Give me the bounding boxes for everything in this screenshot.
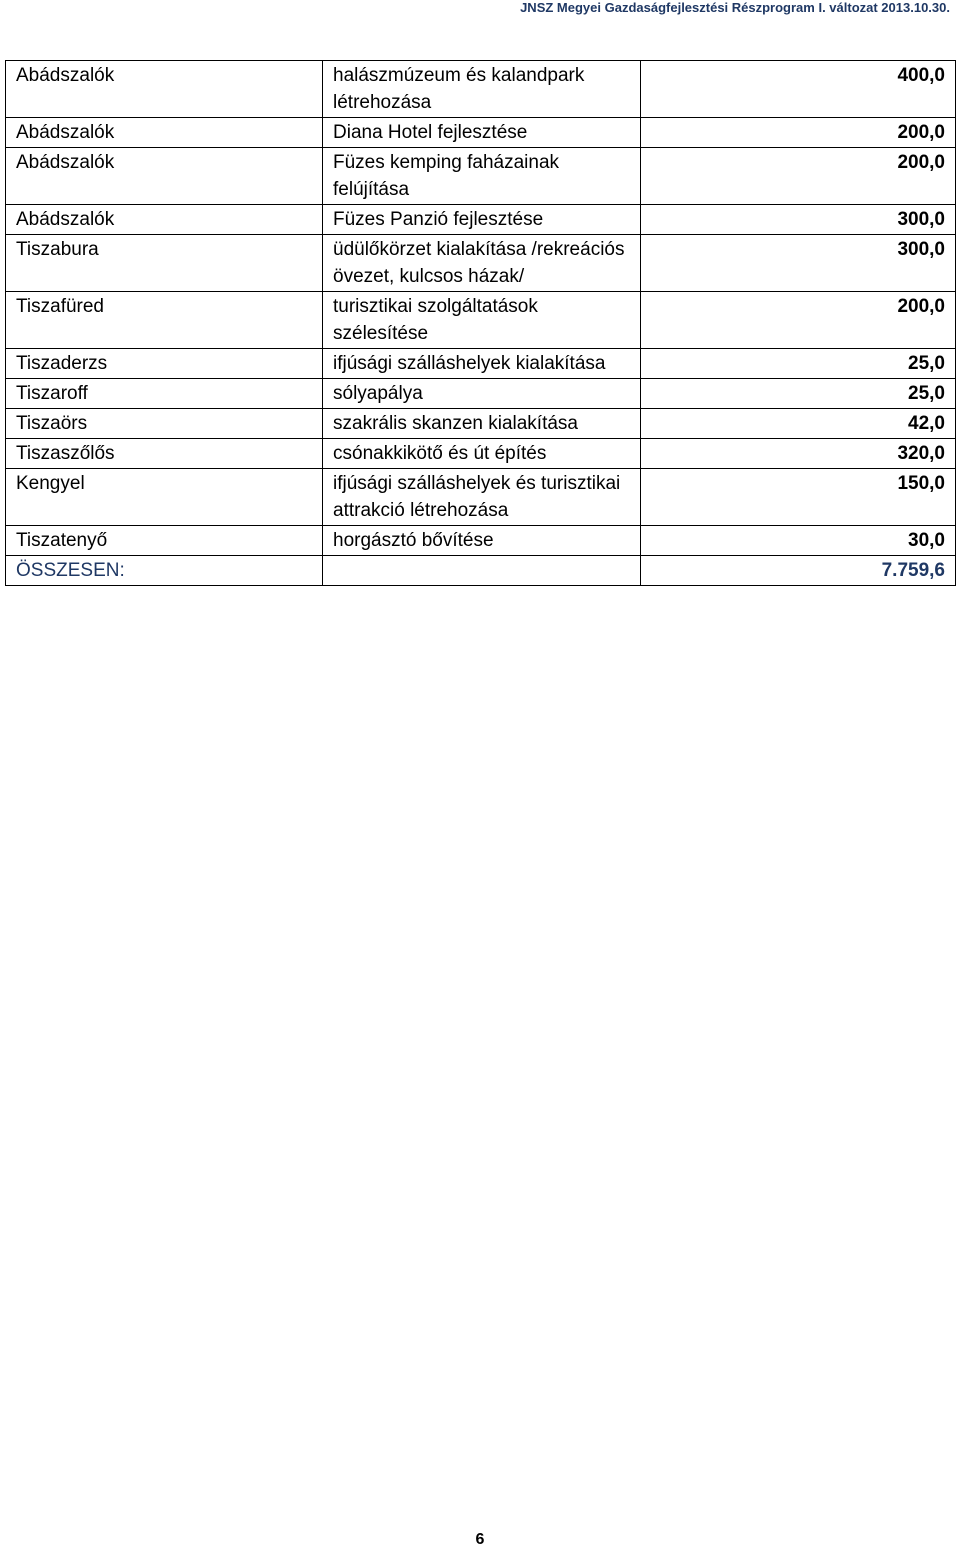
amount-cell: 400,0	[641, 61, 956, 118]
table-row	[6, 205, 956, 235]
page-number: 6	[475, 1531, 485, 1548]
place-cell: Tiszaderzs	[6, 349, 323, 379]
table-row	[6, 148, 956, 205]
project-cell: horgásztó bővítése	[323, 526, 641, 556]
total-project-cell	[323, 556, 641, 586]
project-cell: turisztikai szolgáltatások szélesítése	[323, 292, 641, 349]
project-cell: ifjúsági szálláshelyek és turisztikai attrakció létrehozása	[323, 469, 641, 526]
project-cell: sólyapálya	[323, 379, 641, 409]
place-cell: Tiszafüred	[6, 292, 323, 349]
project-cell: ifjúsági szálláshelyek kialakítása	[323, 349, 641, 379]
table-row	[6, 409, 956, 439]
page-header: JNSZ Megyei Gazdaságfejlesztési Részprogram I. változat 2013.10.30.	[520, 0, 950, 15]
project-cell: szakrális skanzen kialakítása	[323, 409, 641, 439]
amount-cell: 25,0	[641, 379, 956, 409]
place-cell: Tiszaroff	[6, 379, 323, 409]
amount-cell: 200,0	[641, 292, 956, 349]
place-cell: Abádszalók	[6, 148, 323, 205]
amount-cell: 300,0	[641, 235, 956, 292]
project-cell: Füzes Panzió fejlesztése	[323, 205, 641, 235]
place-cell: Abádszalók	[6, 118, 323, 148]
place-cell: Abádszalók	[6, 205, 323, 235]
place-cell: Tiszaszőlős	[6, 439, 323, 469]
place-cell: Tiszatenyő	[6, 526, 323, 556]
place-cell: Abádszalók	[6, 61, 323, 118]
place-cell: Tiszabura	[6, 235, 323, 292]
table-row	[6, 349, 956, 379]
amount-cell: 25,0	[641, 349, 956, 379]
table-row	[6, 379, 956, 409]
data-table	[5, 60, 956, 586]
project-cell: Diana Hotel fejlesztése	[323, 118, 641, 148]
project-cell: csónakkikötő és út építés	[323, 439, 641, 469]
project-cell: üdülőkörzet kialakítása /rekreációs övezet, kulcsos házak/	[323, 235, 641, 292]
total-label: ÖSSZESEN:	[6, 556, 323, 586]
project-cell: halászmúzeum és kalandpark létrehozása	[323, 61, 641, 118]
amount-cell: 150,0	[641, 469, 956, 526]
table-row	[6, 439, 956, 469]
table-row	[6, 61, 956, 118]
total-amount: 7.759,6	[641, 556, 956, 586]
amount-cell: 42,0	[641, 409, 956, 439]
amount-cell: 200,0	[641, 148, 956, 205]
amount-cell: 30,0	[641, 526, 956, 556]
place-cell: Kengyel	[6, 469, 323, 526]
total-row	[6, 556, 956, 586]
place-cell: Tiszaörs	[6, 409, 323, 439]
table-row	[6, 235, 956, 292]
table-row	[6, 292, 956, 349]
amount-cell: 300,0	[641, 205, 956, 235]
table-row	[6, 526, 956, 556]
project-cell: Füzes kemping faházainak felújítása	[323, 148, 641, 205]
amount-cell: 200,0	[641, 118, 956, 148]
table-row	[6, 469, 956, 526]
table-row	[6, 118, 956, 148]
amount-cell: 320,0	[641, 439, 956, 469]
